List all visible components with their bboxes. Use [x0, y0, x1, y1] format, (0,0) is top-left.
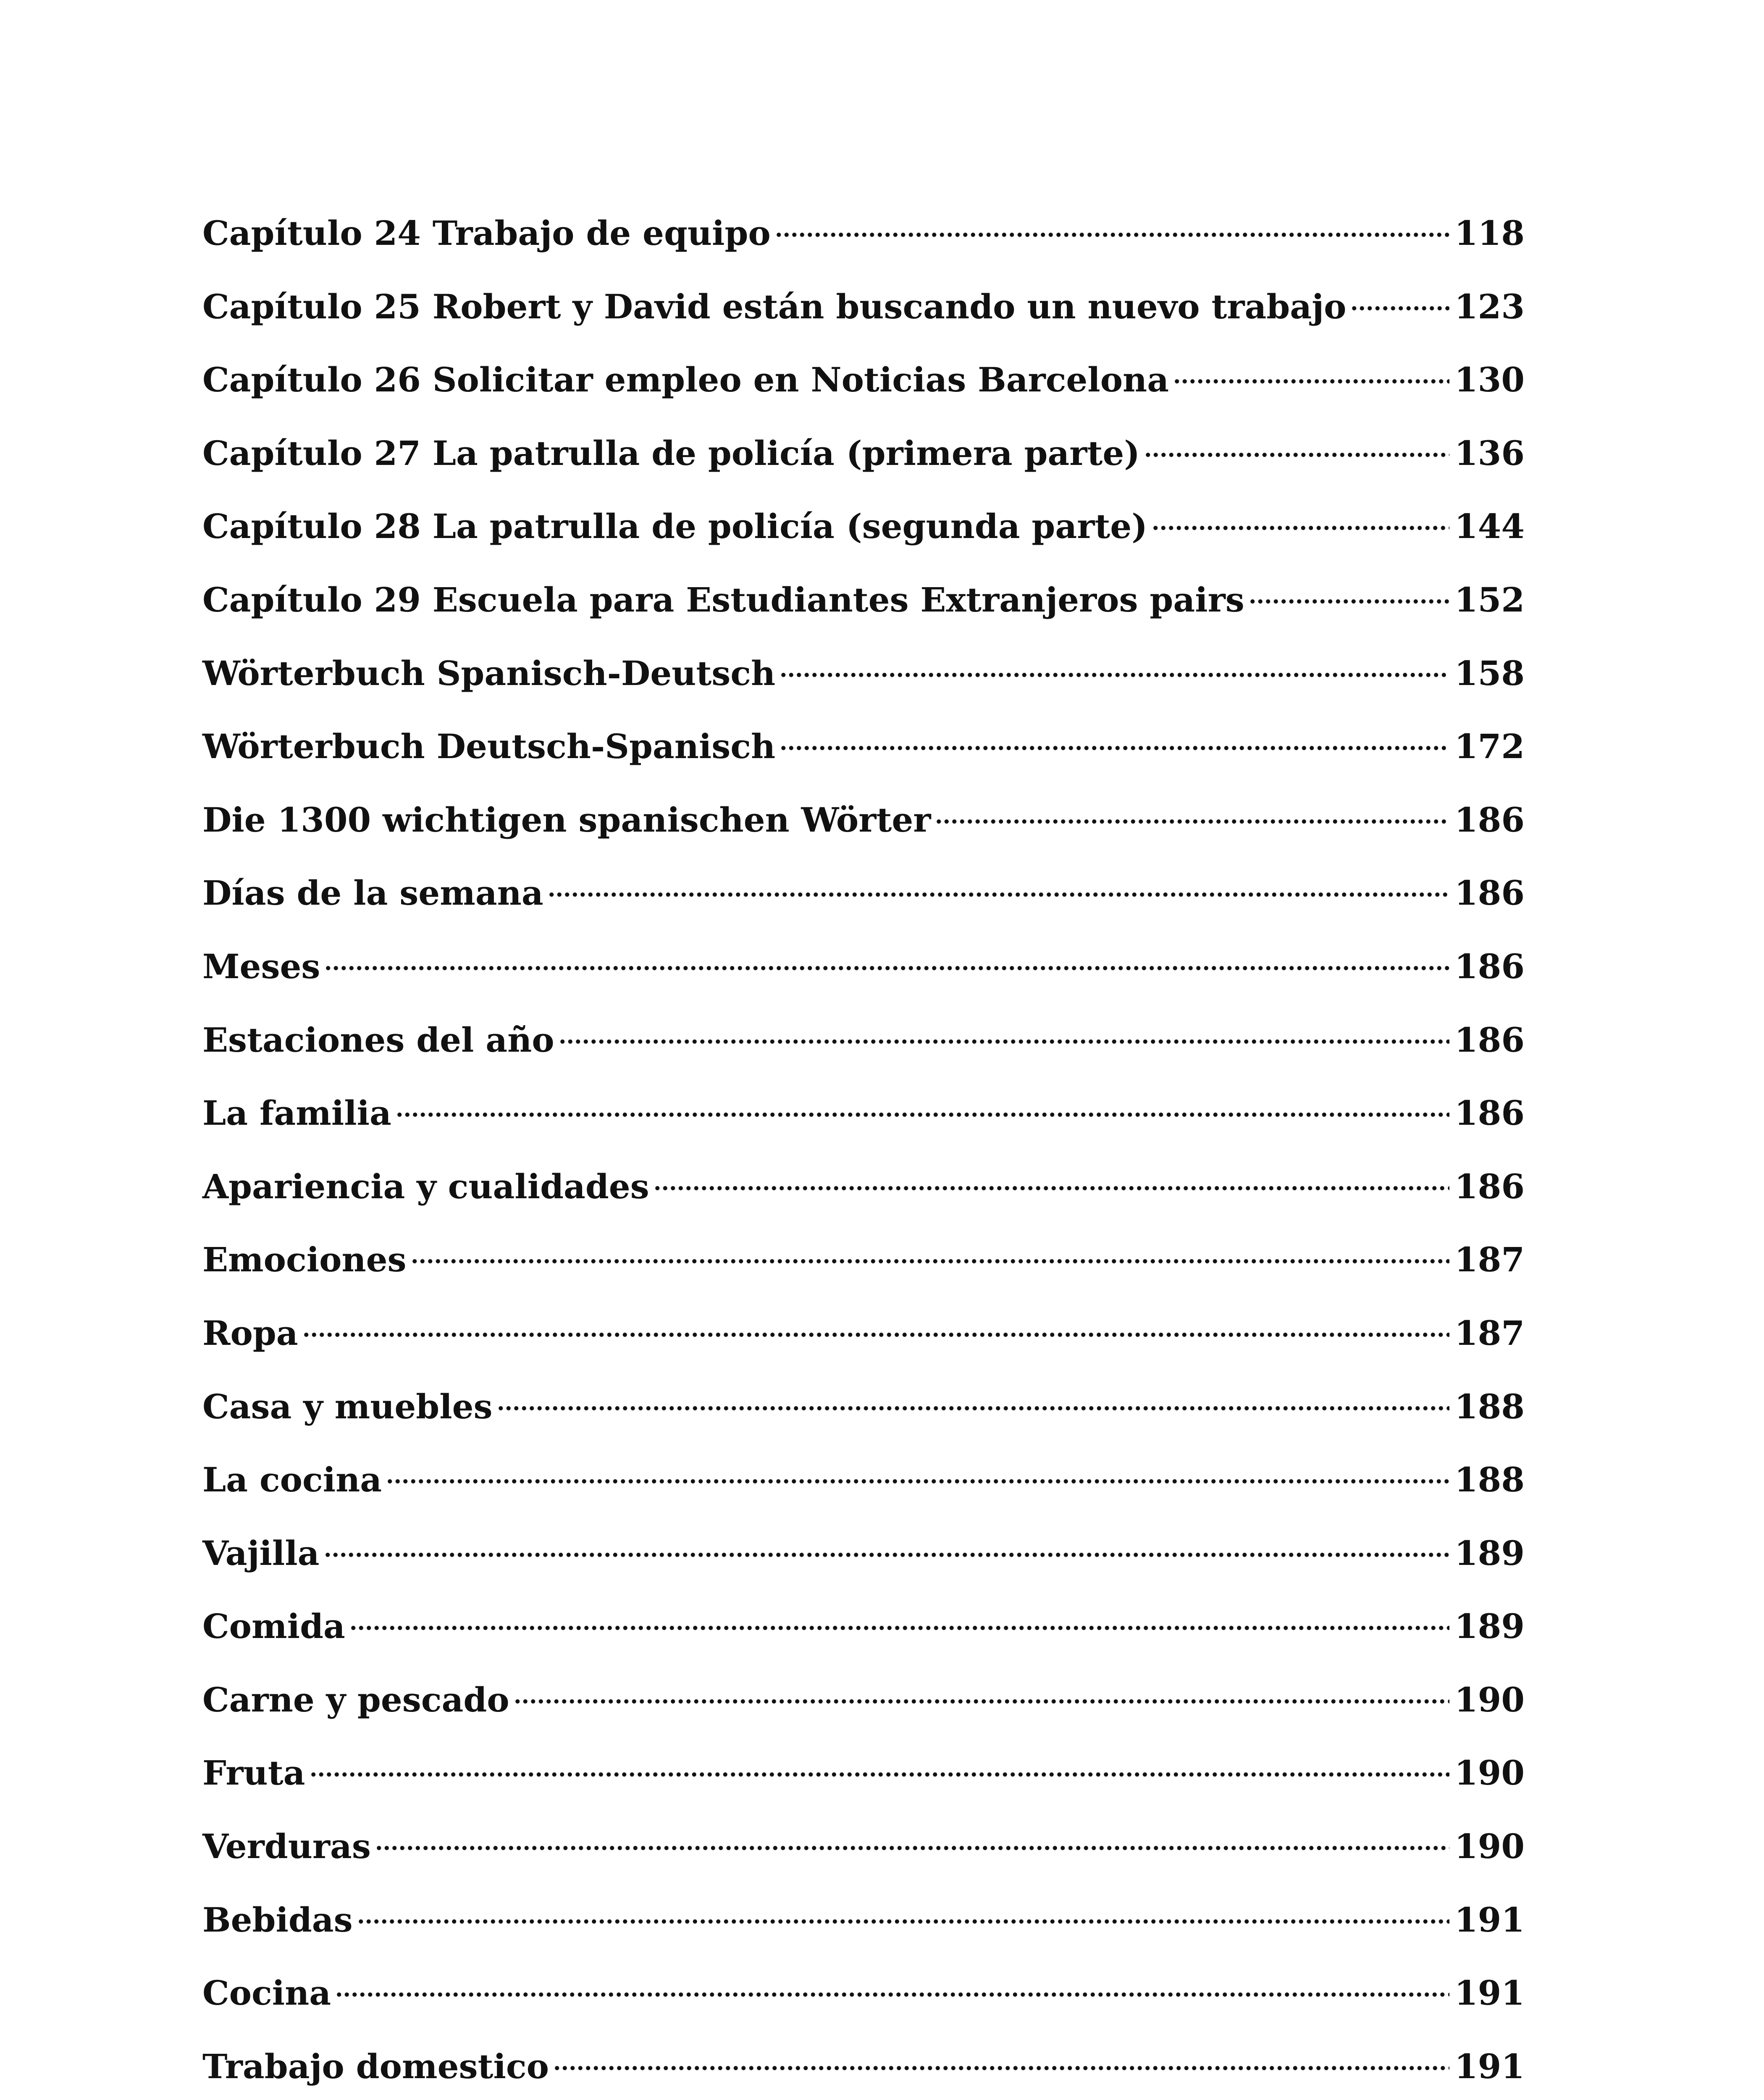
- toc-entry-title: Cocina: [202, 1973, 331, 2013]
- toc-entry-title: Ropa: [202, 1313, 298, 1353]
- toc-entry-page: 186: [1454, 873, 1525, 913]
- toc-entry-title: Meses: [202, 946, 320, 986]
- toc-entry-title: Carne y pescado: [202, 1680, 509, 1719]
- toc-entry-title: Capítulo 24 Trabajo de equipo: [202, 213, 771, 253]
- toc-entry[interactable]: [202, 354, 1525, 428]
- toc-entry[interactable]: [202, 1381, 1525, 1455]
- toc-entry-title: La familia: [202, 1093, 391, 1133]
- toc-dot-leader: [310, 1771, 1450, 1778]
- toc-dot-leader: [357, 1918, 1449, 1925]
- toc-dot-leader: [396, 1111, 1449, 1118]
- toc-entry[interactable]: [202, 1161, 1525, 1235]
- toc-entry[interactable]: [202, 1895, 1525, 1968]
- toc-dot-leader: [375, 1845, 1449, 1851]
- toc-entry-title: Wörterbuch Deutsch-Spanisch: [202, 727, 776, 766]
- toc-entry[interactable]: [202, 868, 1525, 941]
- toc-entry-page: 158: [1454, 653, 1525, 693]
- toc-dot-leader: [302, 1331, 1449, 1338]
- toc-entry-page: 190: [1454, 1680, 1525, 1719]
- toc-entry-title: Casa y muebles: [202, 1386, 493, 1426]
- toc-entry-page: 186: [1454, 1020, 1525, 1060]
- toc-dot-leader: [386, 1478, 1449, 1485]
- toc-entry-page: 186: [1454, 800, 1525, 840]
- toc-entry-page: 123: [1454, 286, 1525, 326]
- toc-entry[interactable]: [202, 1308, 1525, 1381]
- toc-entry[interactable]: [202, 1454, 1525, 1528]
- toc-entry-title: Capítulo 25 Robert y David están buscando un nuevo trabajo: [202, 286, 1347, 326]
- toc-entry-title: Bebidas: [202, 1900, 353, 1940]
- toc-entry-page: 144: [1454, 507, 1525, 546]
- toc-entry[interactable]: [202, 1748, 1525, 1821]
- toc-dot-leader: [324, 1551, 1449, 1558]
- toc-entry-page: 152: [1454, 580, 1525, 620]
- toc-entry-title: Capítulo 27 La patrulla de policía (primera parte): [202, 433, 1140, 473]
- toc-entry[interactable]: [202, 721, 1525, 795]
- toc-entry-title: Fruta: [202, 1753, 305, 1793]
- toc-entry[interactable]: [202, 281, 1525, 355]
- toc-entry-title: Emociones: [202, 1240, 407, 1280]
- toc-entry-page: 191: [1454, 2046, 1525, 2086]
- toc-entry-title: Verduras: [202, 1827, 371, 1866]
- toc-dot-leader: [553, 2065, 1449, 2071]
- toc-entry-page: 188: [1454, 1460, 1525, 1500]
- toc-entry-page: 191: [1454, 1900, 1525, 1940]
- toc-entry-page: 187: [1454, 1313, 1525, 1353]
- toc-entry-title: Wörterbuch Spanisch-Deutsch: [202, 653, 776, 693]
- toc-entry[interactable]: [202, 1088, 1525, 1161]
- toc-entry-page: 186: [1454, 1166, 1525, 1206]
- toc-entry[interactable]: [202, 1234, 1525, 1308]
- toc-entry-title: Capítulo 26 Solicitar empleo en Noticias Barcelona: [202, 360, 1169, 400]
- toc-entry-page: 190: [1454, 1827, 1525, 1866]
- toc-dot-leader: [780, 745, 1449, 751]
- toc-entry[interactable]: [202, 2041, 1525, 2100]
- toc-entry-page: 190: [1454, 1753, 1525, 1793]
- toc-entry[interactable]: [202, 1968, 1525, 2041]
- toc-dot-leader: [335, 1991, 1449, 1998]
- toc-entry-title: Capítulo 28 La patrulla de policía (segunda parte): [202, 507, 1148, 546]
- toc-entry-title: Estaciones del año: [202, 1020, 554, 1060]
- toc-entry-title: Die 1300 wichtigen spanischen Wörter: [202, 800, 931, 840]
- toc-entry-page: 172: [1454, 727, 1525, 766]
- toc-dot-leader: [548, 891, 1449, 898]
- toc-entry-page: 118: [1454, 213, 1525, 253]
- toc-dot-leader: [497, 1405, 1449, 1412]
- toc-entry-page: 186: [1454, 946, 1525, 986]
- toc-dot-leader: [775, 231, 1449, 238]
- toc-entry-title: Capítulo 29 Escuela para Estudiantes Extranjeros pairs: [202, 580, 1244, 620]
- toc-entry-page: 136: [1454, 433, 1525, 473]
- toc-entry-page: 130: [1454, 360, 1525, 400]
- toc-dot-leader: [1249, 598, 1449, 605]
- toc-dot-leader: [349, 1625, 1449, 1631]
- toc-dot-leader: [411, 1258, 1449, 1265]
- toc-entry-title: Comida: [202, 1606, 345, 1646]
- toc-dot-leader: [559, 1038, 1449, 1045]
- toc-entry-title: La cocina: [202, 1460, 382, 1500]
- toc-entry[interactable]: [202, 208, 1525, 281]
- toc-dot-leader: [1152, 525, 1449, 531]
- toc-entry-title: Apariencia y cualidades: [202, 1166, 649, 1206]
- toc-entry[interactable]: [202, 501, 1525, 575]
- table-of-contents: [202, 208, 1525, 2100]
- toc-entry[interactable]: [202, 428, 1525, 501]
- toc-entry[interactable]: [202, 795, 1525, 868]
- toc-entry[interactable]: [202, 648, 1525, 722]
- toc-entry[interactable]: [202, 1675, 1525, 1748]
- toc-entry-page: 191: [1454, 1973, 1525, 2013]
- toc-entry-page: 187: [1454, 1240, 1525, 1280]
- toc-entry-title: Vajilla: [202, 1533, 320, 1573]
- toc-dot-leader: [1173, 378, 1449, 385]
- toc-dot-leader: [935, 818, 1449, 825]
- toc-entry[interactable]: [202, 1015, 1525, 1088]
- toc-dot-leader: [1350, 305, 1449, 312]
- toc-entry-title: Días de la semana: [202, 873, 543, 913]
- toc-dot-leader: [780, 672, 1449, 678]
- toc-entry[interactable]: [202, 1821, 1525, 1895]
- toc-dot-leader: [324, 965, 1449, 971]
- toc-entry-page: 189: [1454, 1533, 1525, 1573]
- toc-dot-leader: [1144, 452, 1449, 458]
- toc-entry-page: 186: [1454, 1093, 1525, 1133]
- toc-entry-title: Trabajo domestico: [202, 2046, 549, 2086]
- toc-dot-leader: [654, 1185, 1449, 1192]
- toc-dot-leader: [514, 1698, 1449, 1705]
- toc-entry[interactable]: [202, 941, 1525, 1015]
- toc-entry[interactable]: [202, 575, 1525, 648]
- toc-entry-page: 189: [1454, 1606, 1525, 1646]
- toc-entry-page: 188: [1454, 1386, 1525, 1426]
- toc-entry[interactable]: [202, 1601, 1525, 1675]
- toc-entry[interactable]: [202, 1528, 1525, 1601]
